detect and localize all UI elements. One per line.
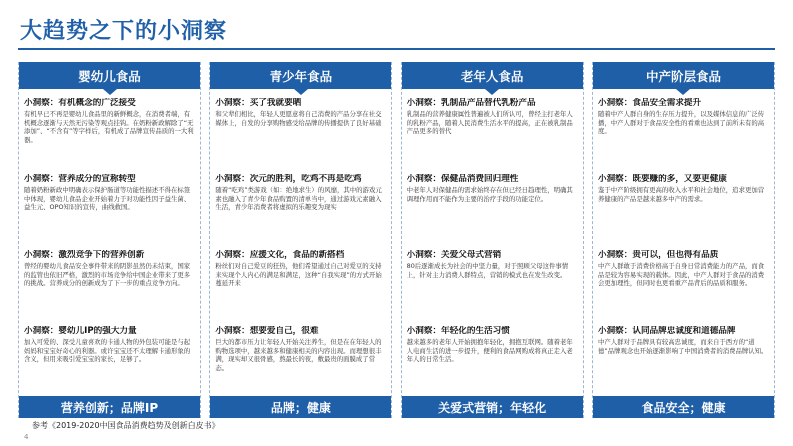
insight-item [598,326,769,392]
insight-text: 有机早已不再是婴幼儿食品里的新鲜概念，在消费者端，有机概念逐渐与天然无污染等观点挂钩。在奶粉新政解除了“无添加”、“不含有”等字样后，有机成了品牌宣传品质的一大利器。 [24,110,194,144]
insight-title: 小洞察：婴幼儿IP的强大力量 [24,326,137,336]
insight-title: 小洞察：保健品消费回归理性 [406,174,519,184]
column-footer: 品牌；健康 [210,396,391,418]
insight-title: 小洞察：食品安全需求提升 [597,98,702,108]
column-footer: 营养创新；品牌IP [19,396,200,418]
insight-item [598,250,769,316]
column-header: 青少年食品 [210,62,391,89]
title-divider [18,48,775,50]
insight-item [407,250,578,316]
insight-title: 小洞察：营养成分的宣称转型 [24,174,136,184]
insight-text: 80后逐渐成长为社会的中坚力量，对于照顾父母这件事情上，针对主力消费人群特点，营销的模式也在发生改变。 [406,262,569,279]
insight-text: 乳制品的营养健康属性普遍被人们所认可，曾经主打老年人的乳粉产品，随着人民消费生活水平的提高，正在被乳制品产品更多的替代 [406,110,573,136]
trend-grid [18,62,775,418]
insight-text: 曾经的婴幼儿食品安全事件带来的阴影虽然仍未结束，国家的监管也依旧严格，激烈的市场竞争给中国企业带来了更多的挑战。营养成分的创新成为了下一步的重点竞争方向。 [24,262,191,288]
column-elderly-food [401,62,584,418]
insight-title: 小洞察：有机概念的广泛接受 [24,98,136,108]
insight-item [215,326,386,392]
insight-title: 小洞察：年轻化的生活习惯 [406,326,510,336]
insight-item [24,250,195,316]
reference-note: 参考《2019-2020中国食品消费趋势及创新白皮书》 [32,421,220,430]
header-arrow [294,89,308,95]
insight-item [24,98,195,164]
insight-title: 小洞察：贵可以，但也得有品质 [597,250,719,260]
insight-item [407,326,578,392]
insight-item [215,98,386,164]
insight-item [407,98,578,164]
insight-text: 中产人群敢于消费价格高于自身日常消费能力的产品，而食品是较为容易实现的载体。因此，中产人群对于食品的消费会更加理性，但同时也更看重产品背后的品质和服务。 [597,262,765,288]
insight-title: 小洞察：买了我就要晒 [215,98,302,108]
insight-item [24,326,195,392]
insight-text: 粉丝们对自己爱豆的狂热，他们希望通过自己对爱豆的支持来实现个人内心的满足和满足，这种“自我实现”的方式开始蔓延开来 [215,262,382,288]
page-title: 大趋势之下的小洞察 [20,19,228,44]
column-footer: 食品安全；健康 [593,396,774,418]
insight-title: 小洞察：应援文化，食品的新搭档 [215,250,345,260]
insight-title: 小洞察：激烈竞争下的营养创新 [24,250,145,260]
insight-text: 巨大的都市压力让年轻人开始关注养生，但是在在年轻人的购物选项中，越来越多和健康相关的内容出现。而理想很丰满，现实却又很骨感，熬最长的夜，敷最贵的面膜成了常态。 [215,338,382,372]
insight-text: 随着中产人群自身的生存压力提升，以及媒体信息的广泛传播，中产人群对于食品安全性的看重也达到了前所未有的高度。 [597,110,765,136]
insight-title: 小洞察：既要赚的多，又要更健康 [597,174,727,184]
insight-item [598,174,769,240]
insight-text: 中老年人对保健品的需求始终存在但已经日趋理性，明确其调理作用而不能作为主要的治疗手段的功能定位。 [406,186,573,203]
insight-text: 随着“吃鸡”类游戏（如：绝地求生）的风靡，其中的游戏元素也融入了青少年食品购置的清单当中，通过游戏元素融入生活，青少年消费者将虚拟的乐趣变为现实 [215,186,382,212]
column-header: 老年人食品 [402,62,583,89]
insight-text: 和父辈们相比，年轻人更愿意将自己消费的产品分享在社交媒体上，自发的分享购物感受给品牌的传播提供了良好基础 [215,110,382,127]
insight-text: 中产人群对于品牌具有较高忠诚度，而来自于西方的“道德”品牌观念也开始逐渐影响了中国消费者的消费品牌认知。 [597,338,768,355]
insight-title: 小洞察：想要爱自己，很难 [215,326,319,336]
header-arrow [103,89,117,95]
column-header: 中产阶层食品 [593,62,774,89]
insight-item [215,174,386,240]
header-arrow [676,89,690,95]
insight-item [407,174,578,240]
column-middle-class-food [592,62,775,418]
insight-text: 鉴于中产阶级拥有更高的收入水平和社会地位，追求更加营养健康的产品是越来越多中产的需求。 [597,186,765,203]
insight-title: 小洞察：认同品牌忠诚度和道德品牌 [597,326,736,336]
header-arrow [485,89,499,95]
page-number: 4 [24,433,29,441]
insight-title: 小洞察：次元的胜利，吃鸡不再是吃鸡 [215,174,362,184]
insight-text: 越来越多的老年人开始拥抱年轻化，拥抱互联网。随着老年人电商生活的进一步提升，便利的食品网购成将真正走入老年人的日常生活。 [406,338,573,364]
insight-title: 小洞察：乳制品产品替代乳粉产品 [406,98,536,108]
insight-text: 加入可爱的、深受儿童喜欢的卡通人物的外包装可能是与起妈妈和宝宝好奇心的利器。或许宝宝还不太理解卡通形象的含义，但用来吸引爱宝宝的家长，足够了。 [24,338,191,364]
insight-title: 小洞察：关爱父母式营销 [406,250,502,260]
insight-item [215,250,386,316]
column-youth-food [209,62,392,418]
insight-item [24,174,195,240]
column-header: 婴幼儿食品 [19,62,200,89]
insight-text: 随着奶粉新政中明确表示保护肠道等功能性描述不得在标签中体现，婴幼儿食品企业开始着力于对功能性因子益生菌、益生元、OPO知识的宣传，曲线救国。 [24,186,191,212]
column-infant-food [18,62,201,418]
column-footer: 关爱式营销；年轻化 [402,396,583,418]
insight-item [598,98,769,164]
